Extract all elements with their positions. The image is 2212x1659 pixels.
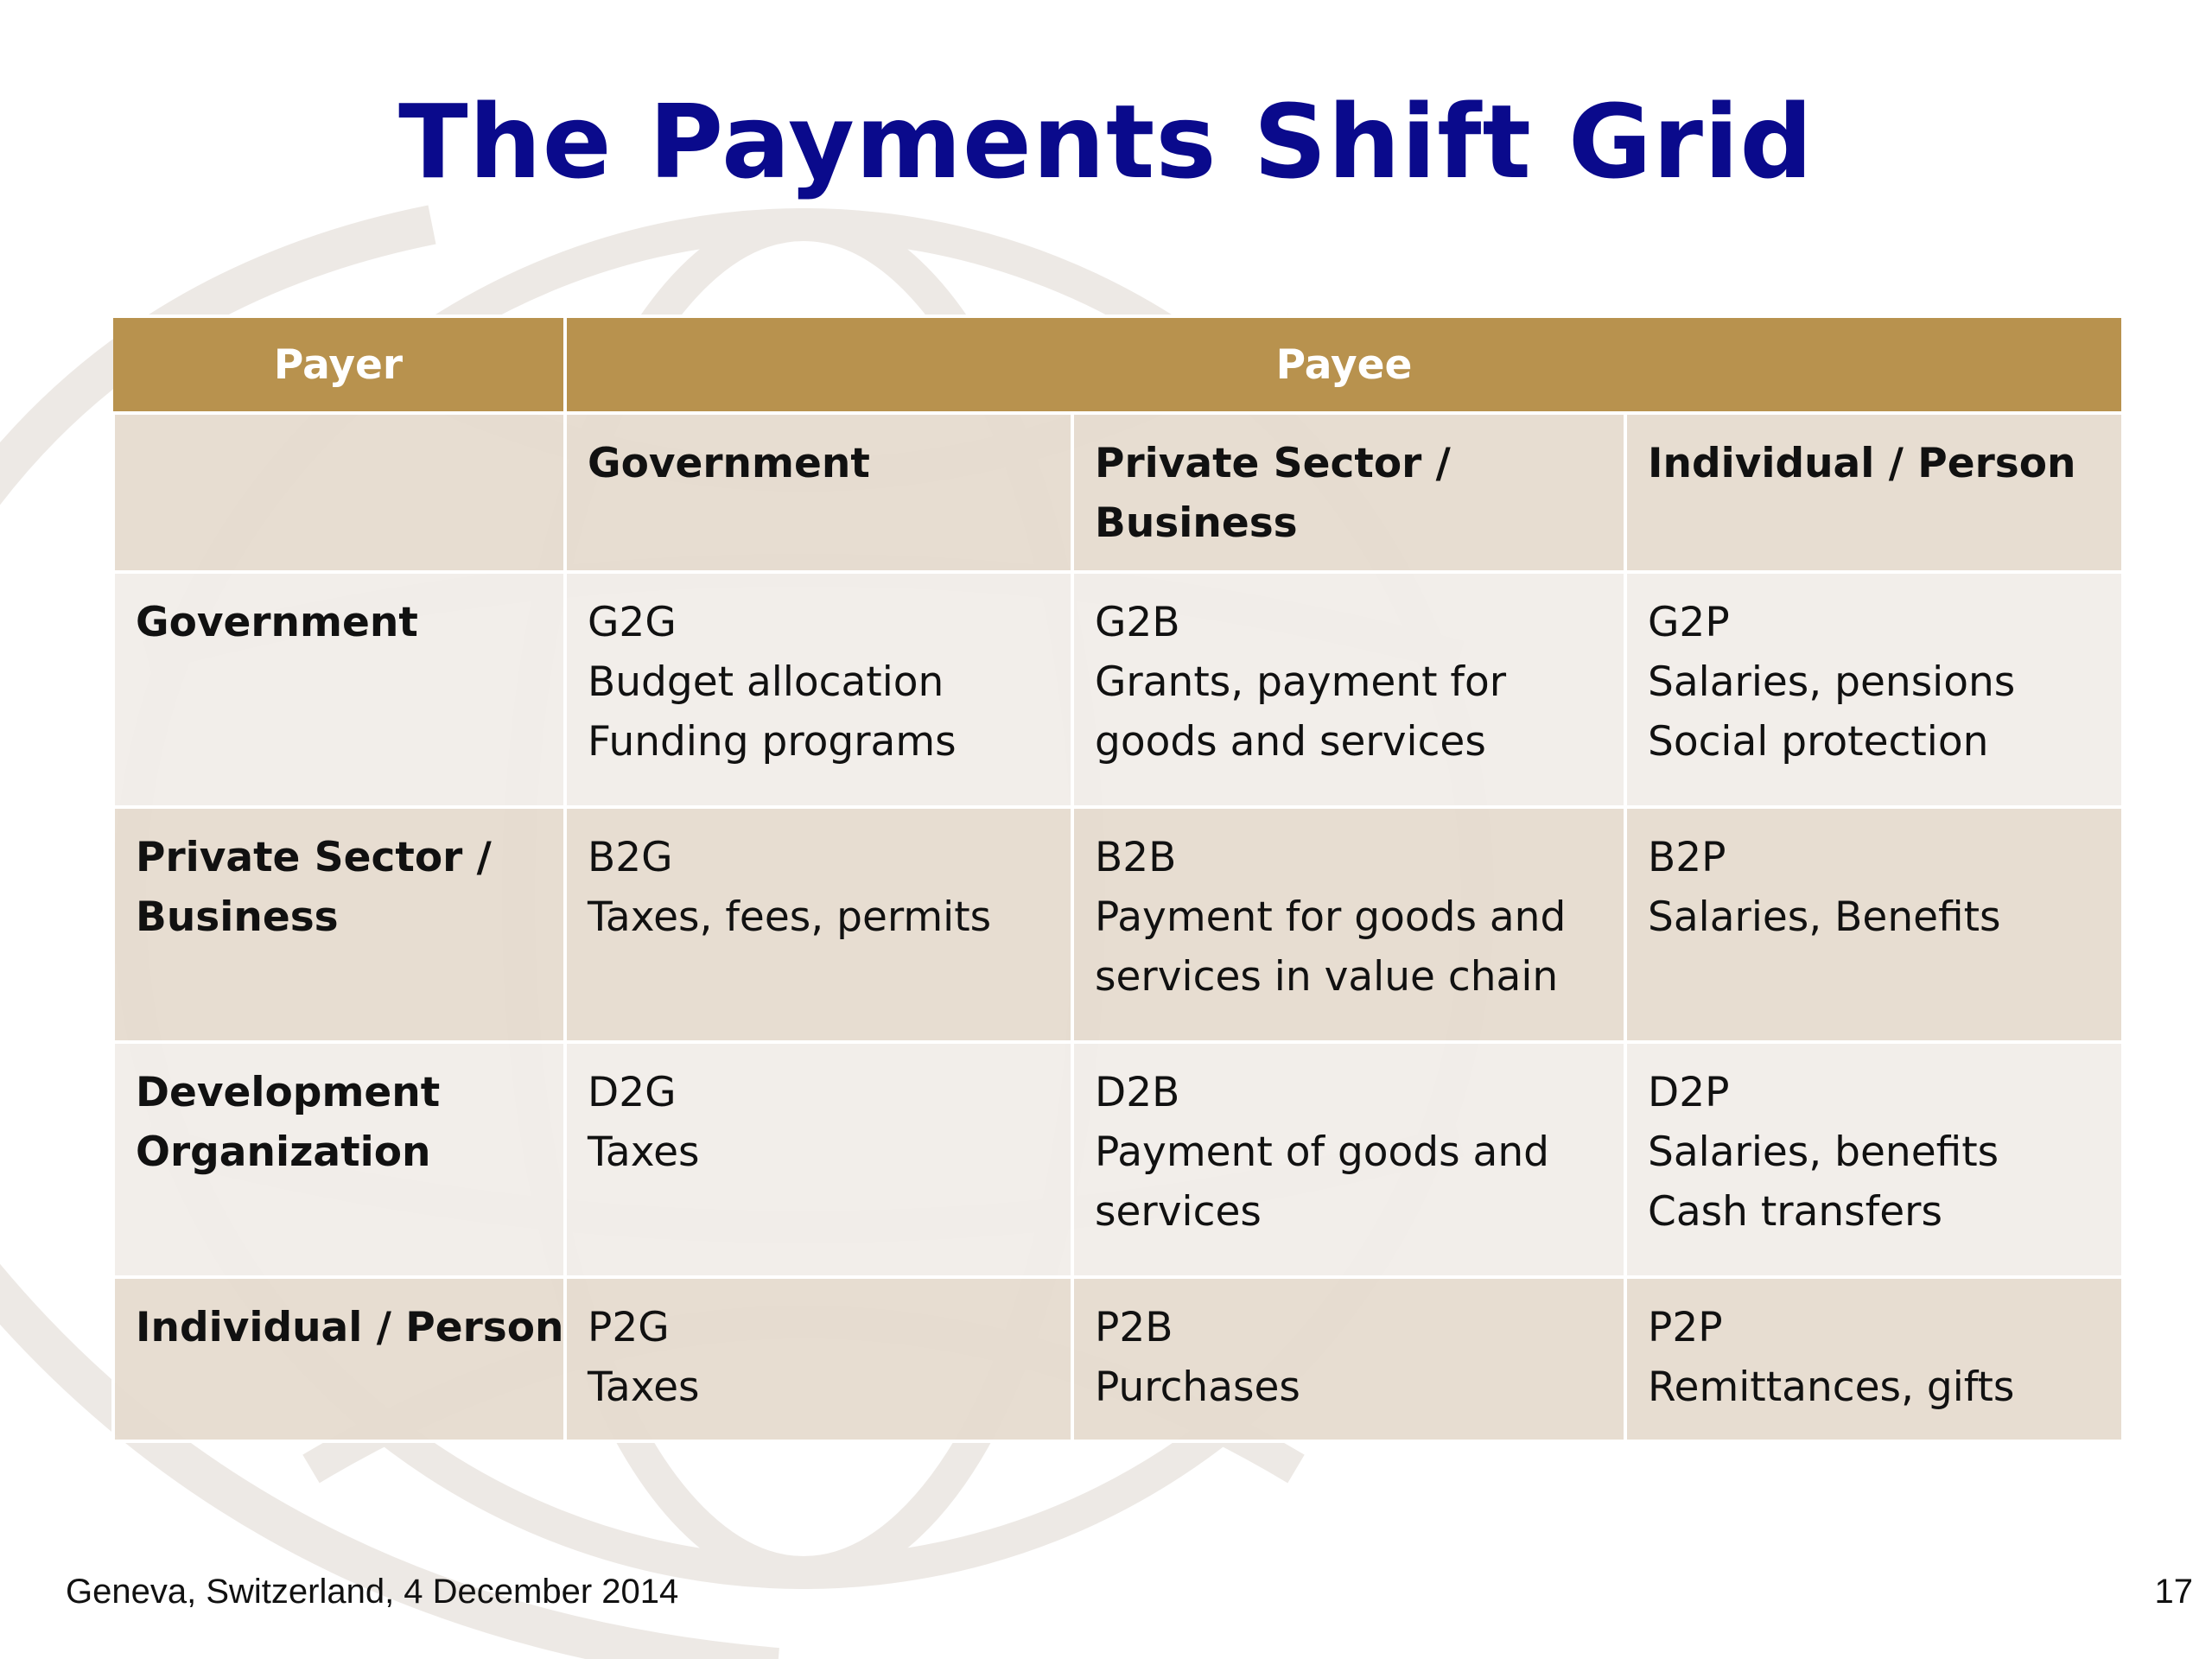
cell-description: goods and services (1095, 718, 1486, 766)
cell-description: Salaries, Benefits (1648, 893, 2001, 941)
cell-description: services in value chain (1095, 953, 1559, 1001)
cell-d2p (1625, 1042, 2123, 1277)
footer-location-date: Geneva, Switzerland, 4 December 2014 (66, 1573, 679, 1611)
empty-corner-cell (113, 413, 565, 572)
cell-description: Budget allocation (588, 658, 944, 706)
cell-p2g (565, 1277, 1072, 1441)
slide-title: The Payments Shift Grid (398, 82, 1814, 201)
cell-description: services (1095, 1188, 1262, 1236)
payer-label-private-sector (113, 807, 565, 1042)
cell-description: Taxes (588, 1128, 700, 1176)
payee-column-header-row (113, 413, 2123, 572)
cell-d2b (1072, 1042, 1625, 1277)
cell-p2b (1072, 1277, 1625, 1441)
payer-label-development-organization (113, 1042, 565, 1277)
cell-b2g (565, 807, 1072, 1042)
cell-b2b (1072, 807, 1625, 1042)
table-row-development-organization (113, 1042, 2123, 1277)
column-header-government: Government (565, 413, 1072, 572)
cell-description: Taxes (588, 1363, 700, 1411)
cell-g2b (1072, 572, 1625, 807)
payee-band-header: Payee (565, 316, 2123, 413)
cell-code: B2P (1648, 834, 1726, 881)
table-row-individual (113, 1277, 2123, 1441)
cell-description: Purchases (1095, 1363, 1300, 1411)
cell-g2p (1625, 572, 2123, 807)
payer-label-line: Development (136, 1069, 441, 1116)
cell-code: P2G (588, 1304, 670, 1351)
payer-label-line: Government (136, 599, 418, 646)
column-header-individual: Individual / Person (1625, 413, 2123, 572)
cell-description: Cash transfers (1648, 1188, 1942, 1236)
payments-shift-grid-table (111, 315, 2125, 1443)
payer-label-government (113, 572, 565, 807)
payer-band-header: Payer (113, 316, 565, 413)
payer-label-line: Organization (136, 1128, 431, 1176)
cell-code: B2B (1095, 834, 1177, 881)
cell-code: G2G (588, 599, 677, 646)
cell-d2g (565, 1042, 1072, 1277)
cell-code: D2B (1095, 1069, 1180, 1116)
cell-code: P2B (1095, 1304, 1173, 1351)
column-header-private-sector: Private Sector / Business (1072, 413, 1625, 572)
cell-description: Taxes, fees, permits (588, 893, 992, 941)
cell-p2p (1625, 1277, 2123, 1441)
header-band-row (113, 316, 2123, 413)
page-number: 17 (2154, 1573, 2193, 1611)
cell-description: Social protection (1648, 718, 1989, 766)
table-row-government (113, 572, 2123, 807)
cell-code: D2P (1648, 1069, 1730, 1116)
cell-description: Payment of goods and (1095, 1128, 1549, 1176)
cell-code: G2B (1095, 599, 1180, 646)
payer-label-line: Business (136, 893, 339, 941)
cell-b2p (1625, 807, 2123, 1042)
cell-description: Salaries, pensions (1648, 658, 2016, 706)
table-row-private-sector (113, 807, 2123, 1042)
cell-code: P2P (1648, 1304, 1723, 1351)
cell-description: Funding programs (588, 718, 957, 766)
cell-description: Payment for goods and (1095, 893, 1567, 941)
cell-code: G2P (1648, 599, 1730, 646)
cell-description: Remittances, gifts (1648, 1363, 2015, 1411)
cell-description: Grants, payment for (1095, 658, 1507, 706)
cell-code: B2G (588, 834, 673, 881)
cell-description: Salaries, benefits (1648, 1128, 1999, 1176)
payer-label-line: Private Sector / (136, 834, 492, 881)
payer-label-line: Individual / Person (136, 1304, 564, 1351)
cell-g2g (565, 572, 1072, 807)
cell-code: D2G (588, 1069, 677, 1116)
payer-label-individual (113, 1277, 565, 1441)
